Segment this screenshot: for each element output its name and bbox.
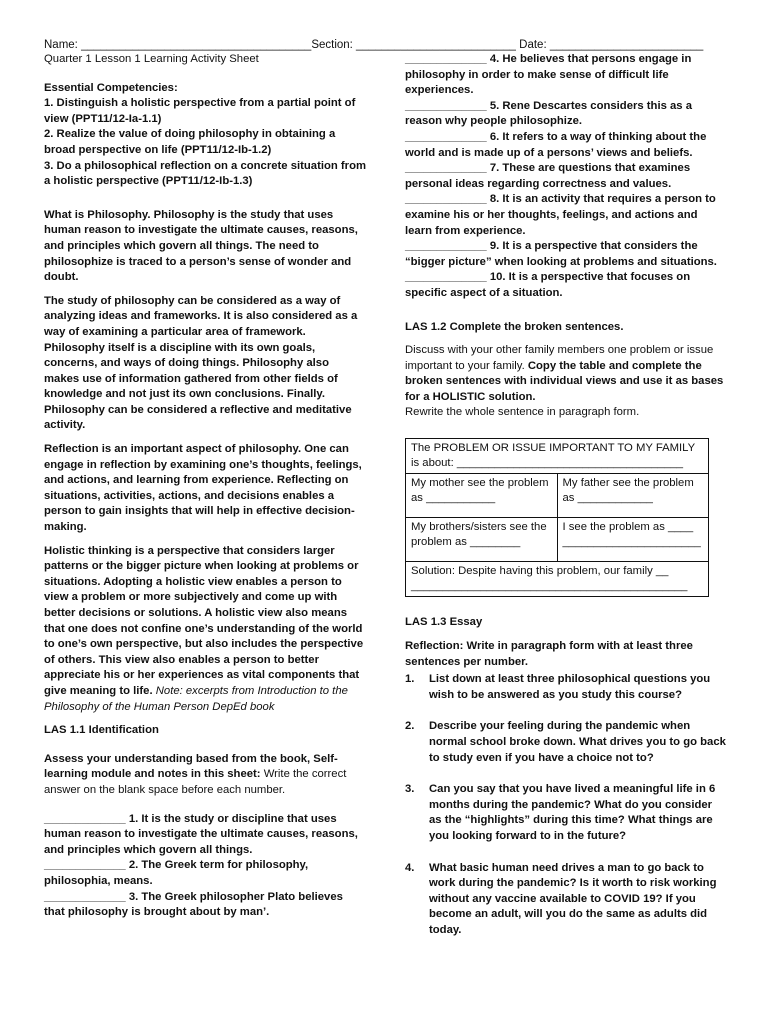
what-is-philosophy-paragraph (44, 208, 366, 286)
what-is-philosophy-text: Philosophy is the study that uses human reason to investigate the ultimate causes, reasons, and principles which govern all things. The need to philosophize is traced to a person’s sense of wonder and doubt. (44, 208, 358, 284)
essay-question (405, 672, 727, 703)
right-column (405, 52, 727, 955)
essay-question-number: 3. (405, 783, 415, 796)
identification-item: _____________ 1. It is the study or discipline that uses human reason to investigate the ultimate causes, reasons, and principles which govern all things. (44, 812, 358, 856)
essay-question (405, 719, 727, 766)
identification-item: _____________ 2. The Greek term for philosophy, philosophia, means. (44, 859, 309, 887)
identification-item: _____________ 9. It is a perspective that considers the “bigger picture” when looking at problems and situations. (405, 240, 717, 268)
essay-questions (405, 672, 727, 938)
identification-item: _____________ 5. Rene Descartes considers this as a reason why people philosophize. (405, 99, 693, 128)
identification-item: _____________ 8. It is an activity that requires a person to examine his or her thoughts, feelings, and actions and learn from experience. (405, 193, 716, 237)
las-1-3-instructions: Reflection: Write in paragraph form with at least three sentences per number. (405, 640, 693, 668)
essay-question-text: List down at least three philosophical questions you wish to be answered as you study this course? (429, 673, 711, 701)
las-1-2-instructions (405, 343, 727, 421)
competency-item: 2. Realize the value of doing philosophy in obtaining a broad perspective on life (PPT11/12-Ib-1.2) (44, 128, 336, 156)
las-1-1-instructions-bold: Assess your understanding based from the book, Self-learning module and notes in this sheet: (44, 752, 338, 781)
essay-question (405, 782, 727, 844)
solution-cell: Solution: Despite having this problem, our family __ ____________________________________________ (406, 562, 709, 597)
essay-question-number: 4. (405, 861, 415, 874)
name-section-date-line: Name: ____________________________________Section: _________________________ Date: ________________________ (44, 39, 704, 51)
las-1-2-heading: LAS 1.2 Complete the broken sentences. (405, 320, 624, 333)
identification-item: _____________ 4. He believes that persons engage in philosophy in order to make sense of difficult life experiences. (405, 53, 692, 97)
sheet-title: Quarter 1 Lesson 1 Learning Activity Sheet (44, 53, 259, 65)
holistic-thinking-text: Holistic thinking is a perspective that considers larger patterns or the bigger picture when looking at problems or situations. Adopting a holistic view enables a person to view a problem or more subjectively and come up with better decisions or solutions. A holistic view also means that one does not confine one’s understanding of the world to one’s own perspective, but also includes the perspective of others. This view also enables a person to better appreciate his or her experiences as vital components that give meaning to life. (44, 544, 364, 697)
identification-item: _____________ 6. It refers to a way of thinking about the world and is made up of a persons’ views and beliefs. (405, 130, 707, 159)
las-1-3-heading: LAS 1.3 Essay (405, 616, 483, 629)
family-problem-table (405, 438, 709, 597)
problem-cell: The PROBLEM OR ISSUE IMPORTANT TO MY FAMILY is about: ____________________________________ (406, 439, 709, 474)
identification-items-left (44, 812, 366, 921)
competency-item: 1. Distinguish a holistic perspective from a partial point of view (PPT11/12-Ia-1.1) (44, 97, 356, 125)
las-1-2-instructions-normal: Discuss with your other family members one problem or issue important to your family. (405, 344, 714, 372)
holistic-thinking-paragraph (44, 544, 366, 716)
essay-question (405, 861, 727, 939)
identification-item: _____________ 7. These are questions that examines personal ideas regarding correctness and values. (405, 162, 691, 190)
essay-question-number: 2. (405, 720, 415, 733)
study-of-philosophy-paragraph: The study of philosophy can be considered as a way of analyzing ideas and frameworks. It is also considered as a way of examining a particular area of framework. Philosophy itself is a discipline with its own goals, concerns, and ways of doing things. Philosophy also makes use of information gathered from other fields of knowledge and not just its own conclusions. Finally. Philosophy can be considered a reflective and meditative activity. (44, 294, 358, 432)
essay-question-text: What basic human need drives a man to go back to work during the pandemic? Is it worth to risk working without any vaccine available to COVID 19? If you become an adult, will you do the same as adults did today. (429, 861, 717, 936)
father-view-cell: My father see the problem as ____________ (557, 474, 709, 518)
essay-question-text: Describe your feeling during the pandemic when normal school broke down. What drives you to go back to study even if you have a choice not to? (429, 720, 726, 764)
las-1-1-heading: LAS 1.1 Identification (44, 724, 159, 737)
las-1-2-rewrite-instruction: Rewrite the whole sentence in paragraph form. (405, 406, 640, 419)
las-1-1-instructions (44, 752, 366, 799)
las-1-1-instructions-normal: Write the correct answer on the blank space before each number. (44, 768, 347, 796)
competency-item: 3. Do a philosophical reflection on a concrete situation from a holistic perspective (PPT11/12-Ib-1.3) (44, 159, 367, 188)
competencies-block (44, 81, 366, 190)
identification-item: _____________ 10. It is a perspective that focuses on specific aspect of a situation. (405, 271, 691, 299)
competencies-heading: Essential Competencies: (44, 81, 178, 94)
essay-question-text: Can you say that you have lived a meaningful life in 6 months during the pandemic? What do you consider as the “highlights” during this time? What things are you looking forward to in the future? (429, 783, 716, 842)
reflection-paragraph: Reflection is an important aspect of philosophy. One can engage in reflection by examining one’s thoughts, feelings, and actions, and learning from experience. Reflecting on situations, activities, actions, and decisions enables a person to gain insights that will help in effective decision-making. (44, 443, 362, 534)
source-note: Note: excerpts from Introduction to the Philosophy of the Human Person DepEd book (44, 684, 348, 713)
siblings-view-cell: My brothers/sisters see the problem as ________ (406, 518, 558, 562)
essay-question-number: 1. (405, 673, 415, 686)
self-view-cell: I see the problem as ____ ______________________ (557, 518, 709, 562)
identification-items-right (405, 52, 727, 302)
what-is-philosophy-heading: What is Philosophy. (44, 208, 151, 221)
mother-view-cell: My mother see the problem as ___________ (406, 474, 558, 518)
identification-item: _____________ 3. The Greek philosopher Plato believes that philosophy is brought about by man’. (44, 890, 343, 919)
las-1-2-instructions-bold: Copy the table and complete the broken sentences with individual views and use it as bases for a HOLISTIC solution. (405, 359, 724, 403)
left-column (44, 52, 366, 921)
